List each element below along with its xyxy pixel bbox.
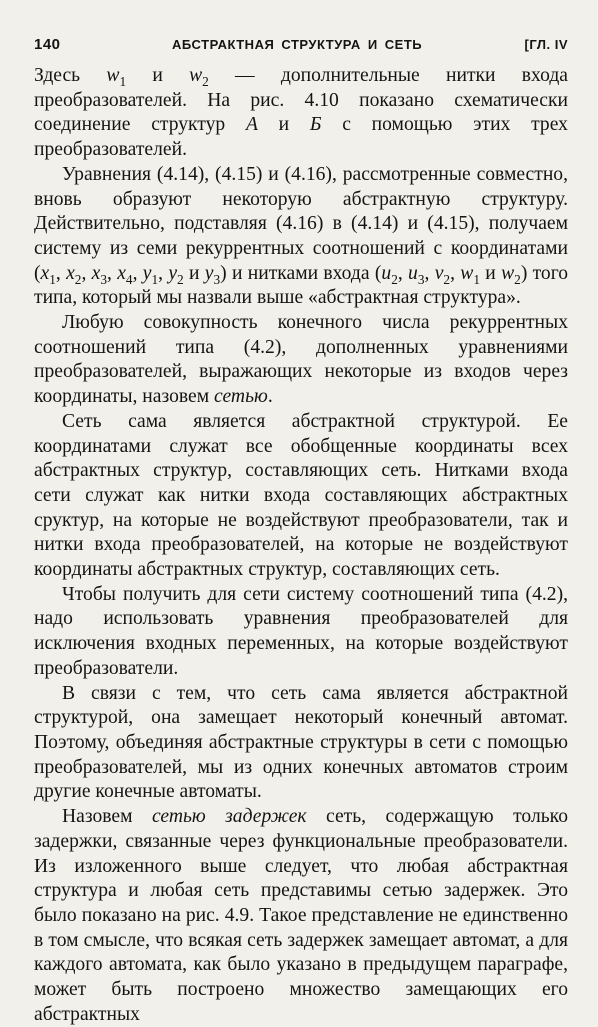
chapter-label: [ГЛ. IV bbox=[524, 37, 568, 52]
subscript: 1 bbox=[151, 271, 159, 287]
italic-text: x bbox=[91, 262, 101, 284]
paragraph bbox=[34, 410, 568, 583]
text-run: , bbox=[158, 262, 169, 284]
text-run: — дополнительные нитки входа преобразователей. На рис. 4.10 показано схематически соединение структур bbox=[34, 65, 568, 136]
italic-text: x bbox=[40, 262, 50, 284]
text-run: и bbox=[126, 65, 190, 86]
text-run: ) того типа, который мы назвали выше «абстрактная структура». bbox=[34, 262, 569, 309]
subscript: 2 bbox=[514, 271, 521, 287]
subscript: 3 bbox=[100, 271, 108, 287]
paragraph bbox=[34, 583, 568, 682]
text-run: Назовем bbox=[62, 806, 152, 828]
italic-text: w bbox=[501, 262, 515, 284]
running-head bbox=[34, 30, 568, 64]
text-run: Любую совокупность конечного числа рекуррентных соотношений типа (4.2), дополненных уравнениями преобразователей, выражающих некоторые из входов через координаты, назовем bbox=[34, 312, 568, 408]
page-number: 140 bbox=[34, 36, 61, 53]
text-run: , bbox=[424, 262, 435, 284]
italic-text: w bbox=[189, 65, 203, 86]
paragraph bbox=[34, 682, 568, 806]
subscript: 3 bbox=[417, 271, 425, 287]
italic-text: А bbox=[245, 114, 258, 136]
subscript: 1 bbox=[473, 271, 480, 287]
italic-text: u bbox=[381, 262, 392, 284]
italic-text: w bbox=[460, 262, 474, 284]
text-run: Здесь bbox=[34, 65, 107, 86]
running-title: АБСТРАКТНАЯ СТРУКТУРА И СЕТЬ bbox=[172, 37, 423, 52]
italic-text: y bbox=[204, 262, 214, 284]
italic-text: y bbox=[142, 262, 152, 284]
paragraph bbox=[34, 805, 568, 1027]
italic-text: u bbox=[408, 262, 418, 284]
text-run: В связи с тем, что сеть сама является абстрактной структурой, она замещает некоторый конечный автомат. Поэтому, объединяя абстрактные структуры в сети с помощью преобразователей, мы из одних конечных автоматов строим другие конечные автоматы. bbox=[34, 682, 568, 803]
text-run: сеть, содержащую только задержки, связанные через функциональные преобразователи. Из изложенного выше следует, что любая абстрактная структура и любая сеть представимы сетью задержек. Это было показано на рис. 4.9. Такое представление не единственно в том смысле, что всякая сеть задержек замещает автомат, а для каждого автомата, как было указано в предыдущем параграфе, может быть построено множество замещающих его абстрактных bbox=[34, 806, 568, 1025]
subscript: 1 bbox=[49, 271, 56, 287]
subscript: 1 bbox=[119, 73, 127, 89]
text-run: и bbox=[480, 262, 502, 284]
text-run: , bbox=[55, 262, 67, 284]
subscript: 3 bbox=[213, 271, 221, 287]
text-run: . bbox=[267, 386, 273, 408]
text-run: Сеть сама является абстрактной структурой. Ее координатами служат все обобщенные координаты всех абстрактных структур, составляющих сеть. Нитками входа сети служат как нитки входа составляющих абстрактных сруктур, на которые не воздействуют преобразователи, так и нитки входа преобразователей, на которые не воздействуют координаты абстрактных структур, составляющих сеть. bbox=[34, 410, 568, 581]
subscript: 2 bbox=[202, 73, 209, 89]
text-run: Чтобы получить для сети систему соотношений типа (4.2), надо использовать уравнения преобразователей для исключения входных переменных, на которые воздействуют преобразователи. bbox=[34, 583, 568, 679]
italic-text: x bbox=[117, 262, 126, 284]
text-run: , bbox=[81, 262, 92, 284]
book-page bbox=[34, 30, 568, 1027]
text-run: , bbox=[397, 262, 409, 284]
italic-text: сетью задержек bbox=[151, 806, 307, 828]
italic-text: w bbox=[106, 65, 120, 86]
paragraph bbox=[34, 163, 568, 311]
text-run: и bbox=[183, 262, 205, 284]
text-run: , bbox=[450, 262, 461, 284]
italic-text: y bbox=[168, 262, 178, 284]
italic-text: Б bbox=[309, 114, 322, 136]
subscript: 2 bbox=[74, 271, 82, 287]
subscript: 4 bbox=[125, 271, 133, 287]
text-run: , bbox=[107, 262, 118, 284]
subscript: 2 bbox=[443, 271, 451, 287]
paragraph bbox=[34, 64, 568, 163]
italic-text: сетью bbox=[214, 386, 268, 408]
subscript: 2 bbox=[391, 271, 398, 287]
italic-text: x bbox=[66, 262, 75, 284]
text-run: с помощью этих трех преобразователей. bbox=[34, 114, 568, 161]
text-run: ) и нитками входа ( bbox=[220, 262, 382, 284]
italic-text: v bbox=[434, 262, 444, 284]
body-text bbox=[34, 64, 568, 1027]
subscript: 2 bbox=[177, 271, 184, 287]
text-run: и bbox=[257, 114, 310, 136]
paragraph bbox=[34, 311, 568, 410]
text-run: Уравнения (4.14), (4.15) и (4.16), рассмотренные совместно, вновь образуют некоторую абстрактную структуру. Действительно, подставляя (4.16) в (4.14) и (4.15), получаем систему из семи рекуррентных соотношений с координатами ( bbox=[34, 163, 568, 284]
text-run: , bbox=[132, 262, 143, 284]
